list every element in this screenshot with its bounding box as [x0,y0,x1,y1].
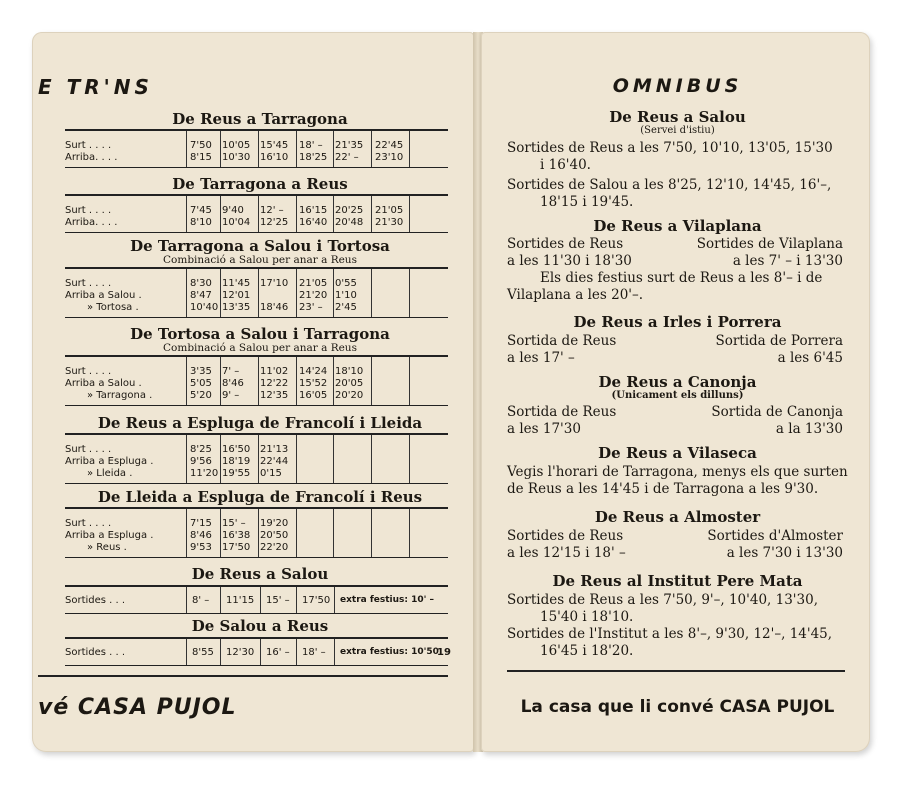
train-time-cell: 18'46 [260,302,289,313]
train-heading-tarragona-reus: De Tarragona a Reus [172,175,348,193]
table-column-rule [258,196,259,232]
train-row-label: Sortides . . . [65,647,126,658]
omnibus-canonja-left2: a les 17'30 [507,421,581,437]
train-heading-lleida-espluga-reus: De Lleida a Espluga de Francolí i Reus [97,488,423,506]
train-subheading-tortosa-salou-tarragona: Combinació a Salou per anar a Reus [163,342,357,354]
omnibus-heading-vilaseca: De Reus a Vilaseca [598,444,757,462]
table-column-rule [220,196,221,232]
table-column-rule [220,509,221,557]
train-time-cell: 8' – [192,595,210,606]
omnibus-reus-salou-line2b: 18'15 i 19'45. [540,194,634,210]
omnibus-irles-right2: a les 6'45 [777,350,843,366]
train-time-cell: 20'50 [260,530,289,541]
train-row-label: » Lleida . [87,468,133,479]
table-column-rule [296,131,297,167]
table-column-rule [371,435,372,483]
train-extra-festius: extra festius: 10' – [340,595,435,605]
omnibus-reus-salou-line1b: i 16'40. [540,157,591,173]
train-time-cell: 18' – [302,647,326,658]
table-column-rule [409,269,410,317]
train-time-cell: 16'15 [299,205,328,216]
train-heading-reus-tarragona: De Reus a Tarragona [172,110,348,128]
omnibus-canonja-right2: a la 13'30 [775,421,843,437]
train-heading-salou-reus: De Salou a Reus [191,617,329,635]
omnibus-sub-reus-salou: (Servei d'istiu) [640,125,715,136]
train-time-cell: 10'30 [222,152,251,163]
train-time-cell: 21'13 [260,444,289,455]
omnibus-heading-canonja: De Reus a Canonja [598,373,757,391]
omnibus-almoster-left2: a les 12'15 i 18' – [507,545,626,561]
train-time-cell: 19'20 [260,518,289,529]
train-table-reus-espluga-lleida [65,433,448,484]
train-row-label: Surt . . . . [65,366,112,377]
omnibus-reus-salou-line2a: Sortides de Salou a les 8'25, 12'10, 14'45, 16'–, [507,177,832,193]
train-row-label: Sortides . . . [65,595,126,606]
train-row-label: Arriba. . . . [65,217,118,228]
omnibus-vilaplana-right1: Sortides de Vilaplana [696,236,843,252]
omnibus-heading-almoster: De Reus a Almoster [594,508,761,526]
train-heading-tortosa-salou-tarragona: De Tortosa a Salou i Tarragona [130,325,390,343]
table-column-rule [186,357,187,405]
omnibus-vilaplana-note1: Els dies festius surt de Reus a les 8'– i de [540,270,823,286]
table-column-rule [220,587,221,613]
train-time-cell: 9' – [222,390,240,401]
train-time-cell: 19'55 [222,468,251,479]
train-time-cell: 5'05 [190,378,212,389]
omnibus-irles-left2: a les 17' – [507,350,575,366]
train-time-cell: 20'20 [335,390,364,401]
train-time-cell: 16' – [266,647,290,658]
train-row-label: Arriba. . . . [65,152,118,163]
train-time-cell: 2'45 [335,302,357,313]
train-table-tarragona-salou-tortosa [65,267,448,318]
train-time-cell: 10'05 [222,140,251,151]
train-extra-festius: extra festius: 10'50 [340,647,439,657]
table-column-rule [333,509,334,557]
trains-title: E TR'NS [38,75,153,99]
train-time-cell: 12' – [260,205,284,216]
train-row-label: Surt . . . . [65,518,112,529]
table-column-rule [258,509,259,557]
table-column-rule [186,509,187,557]
train-time-cell: 8'46 [190,530,212,541]
train-table-lleida-espluga-reus [65,507,448,558]
train-time-cell: 21'05 [299,278,328,289]
table-column-rule [220,357,221,405]
train-time-cell: 8'46 [222,378,244,389]
train-time-cell: 12'35 [260,390,289,401]
table-column-rule [333,357,334,405]
train-row-label: » Reus . [87,542,127,553]
table-column-rule [186,587,187,613]
train-row-label: Arriba a Salou . [65,378,142,389]
train-time-cell: 22' – [335,152,359,163]
left-footer-text: vé CASA PUJOL [38,695,237,720]
page-number: 19 [437,647,451,658]
train-time-cell: 20'48 [335,217,364,228]
train-time-cell: 9'53 [190,542,212,553]
train-time-cell: 23' – [299,302,323,313]
table-column-rule [371,509,372,557]
train-time-cell: 5'20 [190,390,212,401]
train-time-cell: 12'25 [260,217,289,228]
table-column-rule [409,196,410,232]
train-time-cell: 10'04 [222,217,251,228]
train-time-cell: 0'55 [335,278,357,289]
table-column-rule [260,587,261,613]
table-column-rule [371,131,372,167]
omnibus-vilaplana-left2: a les 11'30 i 18'30 [507,253,632,269]
table-column-rule [371,196,372,232]
table-column-rule [220,639,221,665]
omnibus-pere-mata-line1a: Sortides de Reus a les 7'50, 9'–, 10'40, 13'30, [507,592,818,608]
omnibus-pere-mata-line2a: Sortides de l'Institut a les 8'–, 9'30, 12'–, 14'45, [507,626,833,642]
omnibus-canonja-left1: Sortida de Reus [507,404,617,420]
omnibus-vilaplana-note2: Vilaplana a les 20'–. [507,287,644,303]
omnibus-pere-mata-line2b: 16'45 i 18'20. [540,643,634,659]
train-table-reus-salou [65,585,448,614]
left-footer-rule [38,675,448,677]
table-column-rule [333,131,334,167]
train-time-cell: 0'15 [260,468,282,479]
train-time-cell: 12'01 [222,290,251,301]
table-column-rule [186,196,187,232]
table-column-rule [296,269,297,317]
train-time-cell: 11'02 [260,366,289,377]
train-row-label: Surt . . . . [65,205,112,216]
train-subheading-tarragona-salou-tortosa: Combinació a Salou per anar a Reus [163,254,357,266]
train-time-cell: 16'40 [299,217,328,228]
omnibus-canonja-right1: Sortida de Canonja [711,404,843,420]
train-time-cell: 20'25 [335,205,364,216]
train-time-cell: 8'25 [190,444,212,455]
train-row-label: » Tortosa . [87,302,139,313]
table-column-rule [220,269,221,317]
train-time-cell: 15' – [266,595,290,606]
train-time-cell: 7' – [222,366,240,377]
omnibus-reus-salou-line1a: Sortides de Reus a les 7'50, 10'10, 13'05, 15'30 [507,140,833,156]
table-column-rule [334,639,335,665]
table-column-rule [333,196,334,232]
table-column-rule [220,435,221,483]
train-time-cell: 17'10 [260,278,289,289]
train-time-cell: 18'19 [222,456,251,467]
train-time-cell: 10'40 [190,302,219,313]
omnibus-heading-reus-salou: De Reus a Salou [609,108,746,126]
train-time-cell: 8'30 [190,278,212,289]
table-column-rule [409,435,410,483]
train-time-cell: 17'50 [222,542,251,553]
train-time-cell: 23'10 [375,152,404,163]
train-time-cell: 21'20 [299,290,328,301]
train-row-label: » Tarragona . [87,390,153,401]
train-table-reus-tarragona [65,129,448,168]
table-column-rule [258,269,259,317]
omnibus-irles-right1: Sortida de Porrera [715,333,843,349]
train-time-cell: 8'15 [190,152,212,163]
table-column-rule [186,639,187,665]
train-time-cell: 7'15 [190,518,212,529]
table-column-rule [371,357,372,405]
train-time-cell: 15'45 [260,140,289,151]
table-column-rule [220,131,221,167]
train-time-cell: 9'56 [190,456,212,467]
train-time-cell: 18' – [299,140,323,151]
omnibus-irles-left1: Sortida de Reus [507,333,617,349]
train-table-salou-reus [65,637,451,666]
train-time-cell: 20'05 [335,378,364,389]
train-row-label: Surt . . . . [65,444,112,455]
train-time-cell: 21'05 [375,205,404,216]
train-heading-reus-salou: De Reus a Salou [191,565,329,583]
train-time-cell: 3'35 [190,366,212,377]
train-time-cell: 11'20 [190,468,219,479]
train-time-cell: 7'45 [190,205,212,216]
table-column-rule [258,357,259,405]
train-row-label: Arriba a Salou . [65,290,142,301]
table-column-rule [296,509,297,557]
train-time-cell: 15'52 [299,378,328,389]
omnibus-sub-canonja: (Unicament els dilluns) [611,390,744,401]
omnibus-vilaseca-line1: Vegis l'horari de Tarragona, menys els que surten [507,464,848,480]
omnibus-heading-irles: De Reus a Irles i Porrera [573,313,782,331]
train-time-cell: 13'35 [222,302,251,313]
train-time-cell: 16'50 [222,444,251,455]
train-row-label: Surt . . . . [65,140,112,151]
train-time-cell: 9'40 [222,205,244,216]
train-time-cell: 14'24 [299,366,328,377]
table-column-rule [333,435,334,483]
train-heading-tarragona-salou-tortosa: De Tarragona a Salou i Tortosa [130,237,390,255]
train-time-cell: 7'50 [190,140,212,151]
omnibus-vilaplana-right2: a les 7' – i 13'30 [732,253,843,269]
train-time-cell: 8'10 [190,217,212,228]
omnibus-vilaseca-line2: de Reus a les 14'45 i de Tarragona a les 9'30. [507,481,819,497]
train-row-label: Arriba a Espluga . [65,456,154,467]
omnibus-title: OMNIBUS [612,75,743,97]
table-column-rule [260,639,261,665]
table-column-rule [296,639,297,665]
train-time-cell: 8'47 [190,290,212,301]
train-time-cell: 11'15 [226,595,255,606]
table-column-rule [371,269,372,317]
omnibus-vilaplana-left1: Sortides de Reus [507,236,624,252]
table-column-rule [296,196,297,232]
omnibus-almoster-right1: Sortides d'Almoster [707,528,843,544]
table-column-rule [409,131,410,167]
train-time-cell: 22'20 [260,542,289,553]
train-table-tortosa-salou-tarragona [65,355,448,406]
table-column-rule [186,131,187,167]
table-column-rule [296,587,297,613]
table-column-rule [334,587,335,613]
omnibus-almoster-right2: a les 7'30 i 13'30 [726,545,843,561]
train-time-cell: 12'22 [260,378,289,389]
omnibus-almoster-left1: Sortides de Reus [507,528,624,544]
table-column-rule [258,435,259,483]
train-time-cell: 17'50 [302,595,331,606]
omnibus-heading-vilaplana: De Reus a Vilaplana [593,217,762,235]
train-time-cell: 22'45 [375,140,404,151]
train-table-tarragona-reus [65,194,448,233]
omnibus-heading-pere-mata: De Reus al Institut Pere Mata [552,572,803,590]
table-column-rule [186,435,187,483]
table-column-rule [186,269,187,317]
table-column-rule [258,131,259,167]
train-time-cell: 22'44 [260,456,289,467]
train-time-cell: 16'38 [222,530,251,541]
omnibus-pere-mata-line1b: 15'40 i 18'10. [540,609,634,625]
train-time-cell: 21'30 [375,217,404,228]
train-row-label: Arriba a Espluga . [65,530,154,541]
train-time-cell: 8'55 [192,647,214,658]
train-time-cell: 21'35 [335,140,364,151]
train-time-cell: 18'10 [335,366,364,377]
train-row-label: Surt . . . . [65,278,112,289]
train-time-cell: 18'25 [299,152,328,163]
train-time-cell: 16'05 [299,390,328,401]
train-time-cell: 12'30 [226,647,255,658]
table-column-rule [409,357,410,405]
table-column-rule [409,509,410,557]
train-time-cell: 16'10 [260,152,289,163]
train-time-cell: 15' – [222,518,246,529]
right-footer-rule [507,670,845,672]
train-heading-reus-espluga-lleida: De Reus a Espluga de Francolí i Lleida [97,414,423,432]
train-time-cell: 1'10 [335,290,357,301]
table-column-rule [296,435,297,483]
right-footer-text: La casa que li convé CASA PUJOL [520,697,835,717]
train-time-cell: 11'45 [222,278,251,289]
table-column-rule [296,357,297,405]
table-column-rule [333,269,334,317]
